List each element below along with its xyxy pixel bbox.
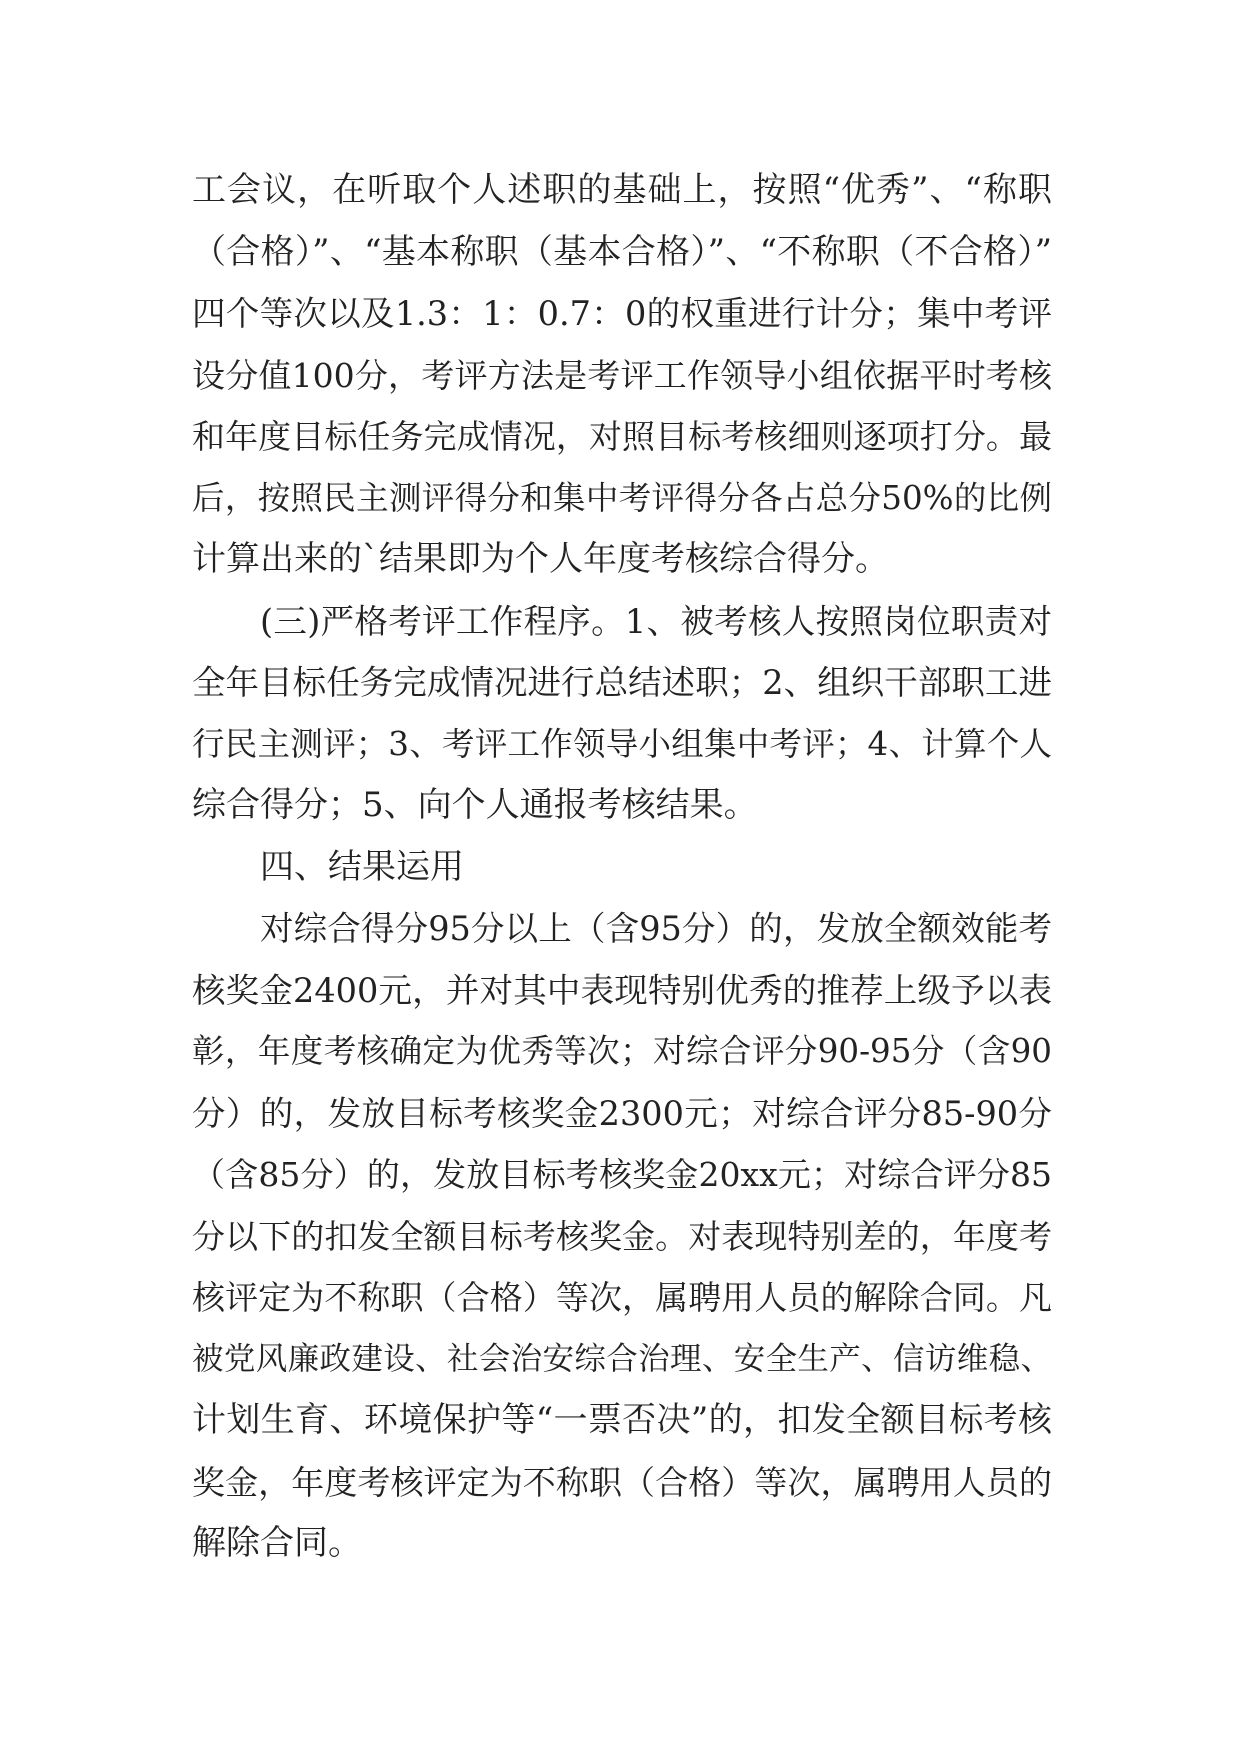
text-line: 解除合同。 bbox=[192, 1523, 362, 1563]
text-line: 综合得分；5、向个人通报考核结果。 bbox=[192, 785, 758, 825]
body-text bbox=[192, 160, 1052, 1575]
text-line: 四个等次以及1.3：1：0.7：0的权重进行计分；集中考评 bbox=[192, 294, 1052, 333]
text-line: 和年度目标任务完成情况，对照目标考核细则逐项打分。最 bbox=[192, 417, 1052, 456]
text-line: 工会议，在听取个人述职的基础上，按照“优秀”、“称职 bbox=[192, 170, 1052, 210]
text-line: (三)严格考评工作程序。1、被考核人按照岗位职责对 bbox=[260, 601, 1052, 641]
text-line: 对综合得分95分以上（含95分）的，发放全额效能考 bbox=[260, 909, 1052, 948]
text-line: 设分值100分，考评方法是考评工作领导小组依据平时考核 bbox=[192, 355, 1052, 395]
text-line: 后，按照民主测评得分和集中考评得分各占总分50%的比例 bbox=[192, 478, 1052, 517]
text-line: 全年目标任务完成情况进行总结述职；2、组织干部职工进 bbox=[192, 663, 1052, 702]
text-line: （合格）”、“基本称职（基本合格）”、“不称职（不合格）” bbox=[192, 231, 1052, 272]
text-line: 核奖金2400元，并对其中表现特别优秀的推荐上级予以表 bbox=[192, 970, 1052, 1010]
text-line: 计算出来的`结果即为个人年度考核综合得分。 bbox=[192, 539, 889, 579]
text-line: （含85分）的，发放目标考核奖金20xx元；对综合评分85 bbox=[192, 1155, 1052, 1194]
text-line: 计划生育、环境保护等“一票否决”的，扣发全额目标考核 bbox=[192, 1400, 1052, 1440]
text-line: 彰，年度考核确定为优秀等次；对综合评分90-95分（含90 bbox=[192, 1032, 1052, 1070]
text-line: 被党风廉政建设、社会治安综合治理、安全生产、信访维稳、 bbox=[192, 1340, 1052, 1377]
text-line: 行民主测评；3、考评工作领导小组集中考评；4、计算个人 bbox=[192, 724, 1052, 763]
text-line: 奖金，年度考核评定为不称职（合格）等次，属聘用人员的 bbox=[192, 1462, 1052, 1502]
text-line: 分以下的扣发全额目标考核奖金。对表现特别差的，年度考 bbox=[192, 1216, 1052, 1256]
text-line: 核评定为不称职（合格）等次，属聘用人员的解除合同。凡 bbox=[192, 1278, 1052, 1317]
text-line: 四、结果运用 bbox=[260, 846, 464, 887]
text-line: 分）的，发放目标考核奖金2300元；对综合评分85-90分 bbox=[192, 1093, 1052, 1133]
